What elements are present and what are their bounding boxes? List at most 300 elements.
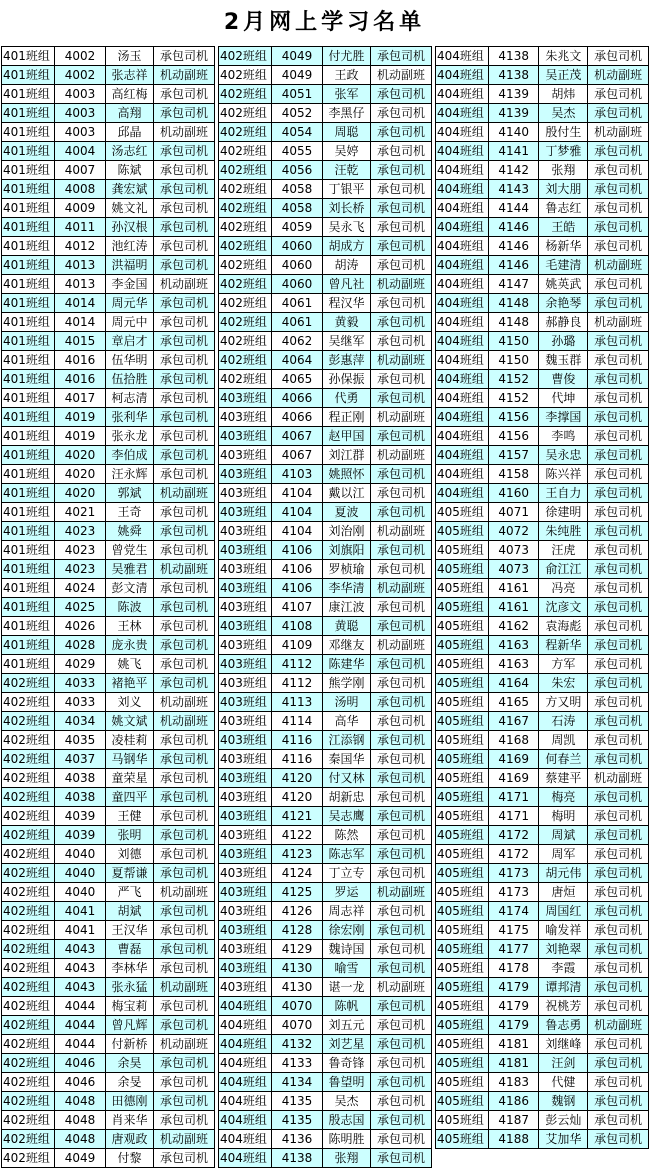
group-cell: 402班组 — [2, 1111, 55, 1130]
number-cell: 4016 — [55, 370, 106, 389]
table-row — [436, 997, 649, 1016]
role-cell: 承包司机 — [371, 294, 432, 313]
number-cell: 4044 — [55, 997, 106, 1016]
group-cell: 405班组 — [436, 1035, 489, 1054]
name-cell: 付又林 — [323, 769, 371, 788]
role-cell: 承包司机 — [588, 1073, 649, 1092]
number-cell: 4043 — [55, 978, 106, 997]
role-cell: 承包司机 — [371, 655, 432, 674]
name-cell: 陈建华 — [323, 655, 371, 674]
table-row — [219, 47, 432, 66]
number-cell: 4125 — [272, 883, 323, 902]
table-row — [436, 503, 649, 522]
role-cell: 承包司机 — [588, 560, 649, 579]
name-cell: 康江波 — [323, 598, 371, 617]
group-cell: 401班组 — [2, 275, 55, 294]
number-cell: 4109 — [272, 636, 323, 655]
role-cell: 承包司机 — [588, 845, 649, 864]
name-cell: 毛建清 — [539, 256, 588, 275]
group-cell: 402班组 — [2, 1149, 55, 1168]
group-cell: 402班组 — [2, 1073, 55, 1092]
role-cell: 承包司机 — [588, 541, 649, 560]
table-row — [219, 1073, 432, 1092]
role-cell: 承包司机 — [588, 370, 649, 389]
table-row — [219, 864, 432, 883]
role-cell: 机动副班 — [371, 408, 432, 427]
name-cell: 周聪 — [323, 123, 371, 142]
group-cell: 404班组 — [436, 389, 489, 408]
number-cell: 4104 — [272, 484, 323, 503]
group-cell: 403班组 — [219, 503, 272, 522]
number-cell: 4178 — [488, 959, 539, 978]
name-cell: 丁银平 — [323, 180, 371, 199]
number-cell: 4067 — [272, 427, 323, 446]
role-cell: 承包司机 — [588, 902, 649, 921]
name-cell: 赵甲国 — [323, 427, 371, 446]
number-cell: 4146 — [488, 237, 539, 256]
group-cell: 405班组 — [436, 1016, 489, 1035]
name-cell: 姚文斌 — [106, 712, 154, 731]
table-row — [436, 750, 649, 769]
number-cell: 4061 — [272, 313, 323, 332]
name-cell: 汪乾 — [323, 161, 371, 180]
group-cell: 403班组 — [219, 902, 272, 921]
group-cell: 401班组 — [2, 66, 55, 85]
group-cell: 403班组 — [219, 826, 272, 845]
number-cell: 4024 — [55, 579, 106, 598]
role-cell: 承包司机 — [588, 617, 649, 636]
number-cell: 4059 — [272, 218, 323, 237]
table-row — [2, 180, 215, 199]
table-row — [2, 218, 215, 237]
table-row — [2, 579, 215, 598]
role-cell: 机动副班 — [154, 1130, 215, 1149]
group-cell: 404班组 — [219, 1035, 272, 1054]
number-cell: 4025 — [55, 598, 106, 617]
role-cell: 承包司机 — [371, 693, 432, 712]
group-cell: 405班组 — [436, 560, 489, 579]
group-cell: 405班组 — [436, 1054, 489, 1073]
role-cell: 承包司机 — [154, 997, 215, 1016]
number-cell: 4020 — [55, 484, 106, 503]
table-row — [219, 218, 432, 237]
group-cell: 402班组 — [219, 161, 272, 180]
number-cell: 4021 — [55, 503, 106, 522]
table-row — [2, 294, 215, 313]
role-cell: 承包司机 — [588, 674, 649, 693]
role-cell: 承包司机 — [371, 902, 432, 921]
role-cell: 承包司机 — [154, 750, 215, 769]
number-cell: 4141 — [488, 142, 539, 161]
number-cell: 4116 — [272, 731, 323, 750]
number-cell: 4112 — [272, 674, 323, 693]
role-cell: 机动副班 — [154, 1035, 215, 1054]
role-cell: 机动副班 — [588, 313, 649, 332]
group-cell: 403班组 — [219, 579, 272, 598]
number-cell: 4179 — [488, 1016, 539, 1035]
group-cell: 401班组 — [2, 465, 55, 484]
name-cell: 池红涛 — [106, 237, 154, 256]
name-cell: 张明 — [106, 826, 154, 845]
group-cell: 403班组 — [219, 427, 272, 446]
role-cell: 承包司机 — [371, 674, 432, 693]
name-cell: 蔡建平 — [539, 769, 588, 788]
table-row — [219, 294, 432, 313]
table-row — [2, 484, 215, 503]
role-cell: 承包司机 — [154, 85, 215, 104]
table-row — [2, 788, 215, 807]
table-row — [2, 1016, 215, 1035]
table-row — [2, 351, 215, 370]
table-row — [2, 959, 215, 978]
group-cell: 403班组 — [219, 465, 272, 484]
role-cell: 承包司机 — [154, 598, 215, 617]
role-cell: 机动副班 — [588, 123, 649, 142]
role-cell: 承包司机 — [588, 959, 649, 978]
number-cell: 4169 — [488, 769, 539, 788]
table-row — [219, 351, 432, 370]
name-cell: 徐建明 — [539, 503, 588, 522]
name-cell: 田德刚 — [106, 1092, 154, 1111]
table-row — [2, 997, 215, 1016]
number-cell: 4175 — [488, 921, 539, 940]
name-cell: 胡新忠 — [323, 788, 371, 807]
name-cell: 艾加华 — [539, 1130, 588, 1149]
group-cell: 404班组 — [436, 446, 489, 465]
group-cell: 402班组 — [219, 123, 272, 142]
name-cell: 代勇 — [323, 389, 371, 408]
number-cell: 4161 — [488, 579, 539, 598]
group-cell: 402班组 — [219, 370, 272, 389]
role-cell: 承包司机 — [154, 807, 215, 826]
number-cell: 4023 — [55, 541, 106, 560]
role-cell: 承包司机 — [154, 522, 215, 541]
role-cell: 承包司机 — [588, 712, 649, 731]
name-cell: 沈彦文 — [539, 598, 588, 617]
group-cell: 405班组 — [436, 1130, 489, 1149]
number-cell: 4008 — [55, 180, 106, 199]
table-row — [219, 636, 432, 655]
group-cell: 405班组 — [436, 883, 489, 902]
group-cell: 402班组 — [2, 1092, 55, 1111]
table-row — [2, 123, 215, 142]
number-cell: 4139 — [488, 104, 539, 123]
role-cell: 承包司机 — [588, 180, 649, 199]
role-cell: 承包司机 — [588, 579, 649, 598]
name-cell: 夏波 — [323, 503, 371, 522]
name-cell: 陈斌 — [106, 161, 154, 180]
number-cell: 4056 — [272, 161, 323, 180]
role-cell: 承包司机 — [154, 845, 215, 864]
number-cell: 4060 — [272, 237, 323, 256]
table-row — [2, 883, 215, 902]
group-cell: 405班组 — [436, 1111, 489, 1130]
roster-table-2 — [218, 46, 432, 1168]
name-cell: 柯志清 — [106, 389, 154, 408]
number-cell: 4130 — [272, 978, 323, 997]
name-cell: 周军 — [539, 845, 588, 864]
table-row — [219, 142, 432, 161]
number-cell: 4158 — [488, 465, 539, 484]
table-row — [2, 237, 215, 256]
number-cell: 4013 — [55, 256, 106, 275]
name-cell: 高红梅 — [106, 85, 154, 104]
number-cell: 4011 — [55, 218, 106, 237]
number-cell: 4014 — [55, 294, 106, 313]
group-cell: 401班组 — [2, 294, 55, 313]
name-cell: 李霞 — [539, 959, 588, 978]
group-cell: 403班组 — [219, 788, 272, 807]
role-cell: 承包司机 — [371, 845, 432, 864]
number-cell: 4112 — [272, 655, 323, 674]
role-cell: 承包司机 — [371, 712, 432, 731]
number-cell: 4073 — [488, 541, 539, 560]
name-cell: 汪永辉 — [106, 465, 154, 484]
role-cell: 承包司机 — [588, 522, 649, 541]
name-cell: 吴杰 — [539, 104, 588, 123]
table-row — [219, 123, 432, 142]
role-cell: 承包司机 — [371, 256, 432, 275]
table-row — [2, 85, 215, 104]
group-cell: 405班组 — [436, 579, 489, 598]
name-cell: 杨新华 — [539, 237, 588, 256]
name-cell: 谭邦清 — [539, 978, 588, 997]
number-cell: 4033 — [55, 674, 106, 693]
table-row — [436, 921, 649, 940]
number-cell: 4015 — [55, 332, 106, 351]
table-row — [2, 560, 215, 579]
role-cell: 承包司机 — [588, 940, 649, 959]
name-cell: 吴婷 — [323, 142, 371, 161]
table-row — [2, 978, 215, 997]
group-cell: 401班组 — [2, 351, 55, 370]
number-cell: 4033 — [55, 693, 106, 712]
name-cell: 黄聪 — [323, 617, 371, 636]
number-cell: 4167 — [488, 712, 539, 731]
number-cell: 4007 — [55, 161, 106, 180]
name-cell: 张翔 — [539, 161, 588, 180]
group-cell: 401班组 — [2, 218, 55, 237]
role-cell: 承包司机 — [154, 256, 215, 275]
group-cell: 402班组 — [2, 921, 55, 940]
number-cell: 4183 — [488, 1073, 539, 1092]
number-cell: 4186 — [488, 1092, 539, 1111]
group-cell: 405班组 — [436, 940, 489, 959]
table-row — [2, 256, 215, 275]
group-cell: 404班组 — [436, 427, 489, 446]
role-cell: 承包司机 — [371, 142, 432, 161]
group-cell: 401班组 — [2, 598, 55, 617]
role-cell: 承包司机 — [588, 85, 649, 104]
role-cell: 机动副班 — [154, 560, 215, 579]
table-row — [436, 1035, 649, 1054]
role-cell: 承包司机 — [371, 807, 432, 826]
group-cell: 403班组 — [219, 769, 272, 788]
role-cell: 承包司机 — [154, 788, 215, 807]
number-cell: 4039 — [55, 826, 106, 845]
number-cell: 4023 — [55, 522, 106, 541]
role-cell: 承包司机 — [588, 997, 649, 1016]
table-row — [436, 370, 649, 389]
group-cell: 405班组 — [436, 655, 489, 674]
role-cell: 承包司机 — [371, 1111, 432, 1130]
number-cell: 4046 — [55, 1073, 106, 1092]
table-row — [2, 1111, 215, 1130]
group-cell: 403班组 — [219, 484, 272, 503]
name-cell: 俞江江 — [539, 560, 588, 579]
table-row — [219, 104, 432, 123]
group-cell: 405班组 — [436, 959, 489, 978]
name-cell: 彭文清 — [106, 579, 154, 598]
group-cell: 405班组 — [436, 1073, 489, 1092]
number-cell: 4003 — [55, 85, 106, 104]
role-cell: 机动副班 — [371, 636, 432, 655]
group-cell: 401班组 — [2, 503, 55, 522]
number-cell: 4150 — [488, 332, 539, 351]
name-cell: 胡成方 — [323, 237, 371, 256]
group-cell: 402班组 — [2, 693, 55, 712]
number-cell: 4148 — [488, 294, 539, 313]
group-cell: 403班组 — [219, 807, 272, 826]
name-cell: 李金国 — [106, 275, 154, 294]
role-cell: 承包司机 — [154, 446, 215, 465]
group-cell: 403班组 — [219, 541, 272, 560]
name-cell: 李林华 — [106, 959, 154, 978]
name-cell: 魏诗国 — [323, 940, 371, 959]
role-cell: 承包司机 — [371, 769, 432, 788]
table-row — [219, 503, 432, 522]
table-row — [2, 522, 215, 541]
group-cell: 401班组 — [2, 389, 55, 408]
name-cell: 魏玉群 — [539, 351, 588, 370]
table-row — [219, 180, 432, 199]
role-cell: 承包司机 — [588, 636, 649, 655]
group-cell: 401班组 — [2, 408, 55, 427]
name-cell: 彭云灿 — [539, 1111, 588, 1130]
role-cell: 机动副班 — [371, 446, 432, 465]
table-row — [219, 332, 432, 351]
number-cell: 4004 — [55, 142, 106, 161]
role-cell: 承包司机 — [588, 883, 649, 902]
table-row — [2, 1035, 215, 1054]
table-row — [219, 750, 432, 769]
table-row — [2, 1130, 215, 1149]
role-cell: 承包司机 — [371, 1130, 432, 1149]
group-cell: 403班组 — [219, 408, 272, 427]
group-cell: 402班组 — [2, 997, 55, 1016]
table-row — [436, 1092, 649, 1111]
table-row — [436, 1073, 649, 1092]
group-cell: 404班组 — [436, 85, 489, 104]
role-cell: 机动副班 — [154, 978, 215, 997]
role-cell: 机动副班 — [154, 693, 215, 712]
group-cell: 405班组 — [436, 617, 489, 636]
table-row — [219, 389, 432, 408]
group-cell: 401班组 — [2, 123, 55, 142]
table-row — [436, 959, 649, 978]
number-cell: 4177 — [488, 940, 539, 959]
name-cell: 罗桢瑜 — [323, 560, 371, 579]
role-cell: 承包司机 — [154, 237, 215, 256]
role-cell: 承包司机 — [588, 484, 649, 503]
name-cell: 袁海彪 — [539, 617, 588, 636]
name-cell: 曹俊 — [539, 370, 588, 389]
number-cell: 4065 — [272, 370, 323, 389]
role-cell: 承包司机 — [588, 1054, 649, 1073]
role-cell: 承包司机 — [371, 541, 432, 560]
name-cell: 鲁志勇 — [539, 1016, 588, 1035]
group-cell: 401班组 — [2, 332, 55, 351]
table-row — [436, 788, 649, 807]
number-cell: 4161 — [488, 598, 539, 617]
role-cell: 承包司机 — [588, 921, 649, 940]
table-row — [2, 104, 215, 123]
group-cell: 405班组 — [436, 788, 489, 807]
number-cell: 4138 — [272, 1149, 323, 1168]
role-cell: 承包司机 — [588, 750, 649, 769]
group-cell: 402班组 — [219, 85, 272, 104]
role-cell: 承包司机 — [371, 940, 432, 959]
table-row — [2, 313, 215, 332]
number-cell: 4187 — [488, 1111, 539, 1130]
table-row — [219, 408, 432, 427]
number-cell: 4048 — [55, 1111, 106, 1130]
group-cell: 404班组 — [436, 370, 489, 389]
name-cell: 吴永忠 — [539, 446, 588, 465]
number-cell: 4181 — [488, 1035, 539, 1054]
number-cell: 4073 — [488, 560, 539, 579]
group-cell: 404班组 — [436, 142, 489, 161]
role-cell: 承包司机 — [154, 294, 215, 313]
role-cell: 承包司机 — [588, 199, 649, 218]
table-row — [219, 1111, 432, 1130]
group-cell: 401班组 — [2, 541, 55, 560]
group-cell: 405班组 — [436, 845, 489, 864]
table-row — [436, 693, 649, 712]
name-cell: 周国红 — [539, 902, 588, 921]
group-cell: 402班组 — [2, 1016, 55, 1035]
role-cell: 承包司机 — [371, 180, 432, 199]
role-cell: 承包司机 — [371, 313, 432, 332]
group-cell: 404班组 — [219, 1149, 272, 1168]
number-cell: 4041 — [55, 902, 106, 921]
role-cell: 承包司机 — [588, 351, 649, 370]
name-cell: 程正刚 — [323, 408, 371, 427]
group-cell: 403班组 — [219, 636, 272, 655]
group-cell: 401班组 — [2, 370, 55, 389]
number-cell: 4133 — [272, 1054, 323, 1073]
group-cell: 402班组 — [219, 294, 272, 313]
role-cell: 承包司机 — [371, 161, 432, 180]
group-cell: 401班组 — [2, 313, 55, 332]
group-cell: 402班组 — [2, 750, 55, 769]
table-row — [2, 1149, 215, 1168]
group-cell: 402班组 — [2, 731, 55, 750]
table-row — [2, 427, 215, 446]
role-cell: 承包司机 — [371, 104, 432, 123]
role-cell: 机动副班 — [154, 66, 215, 85]
number-cell: 4136 — [272, 1130, 323, 1149]
table-row — [436, 142, 649, 161]
table-row — [219, 1149, 432, 1168]
table-row — [219, 693, 432, 712]
table-row — [219, 712, 432, 731]
table-row — [2, 1092, 215, 1111]
table-row — [2, 636, 215, 655]
name-cell: 张翔 — [323, 1149, 371, 1168]
name-cell: 姚文礼 — [106, 199, 154, 218]
group-cell: 404班组 — [436, 161, 489, 180]
